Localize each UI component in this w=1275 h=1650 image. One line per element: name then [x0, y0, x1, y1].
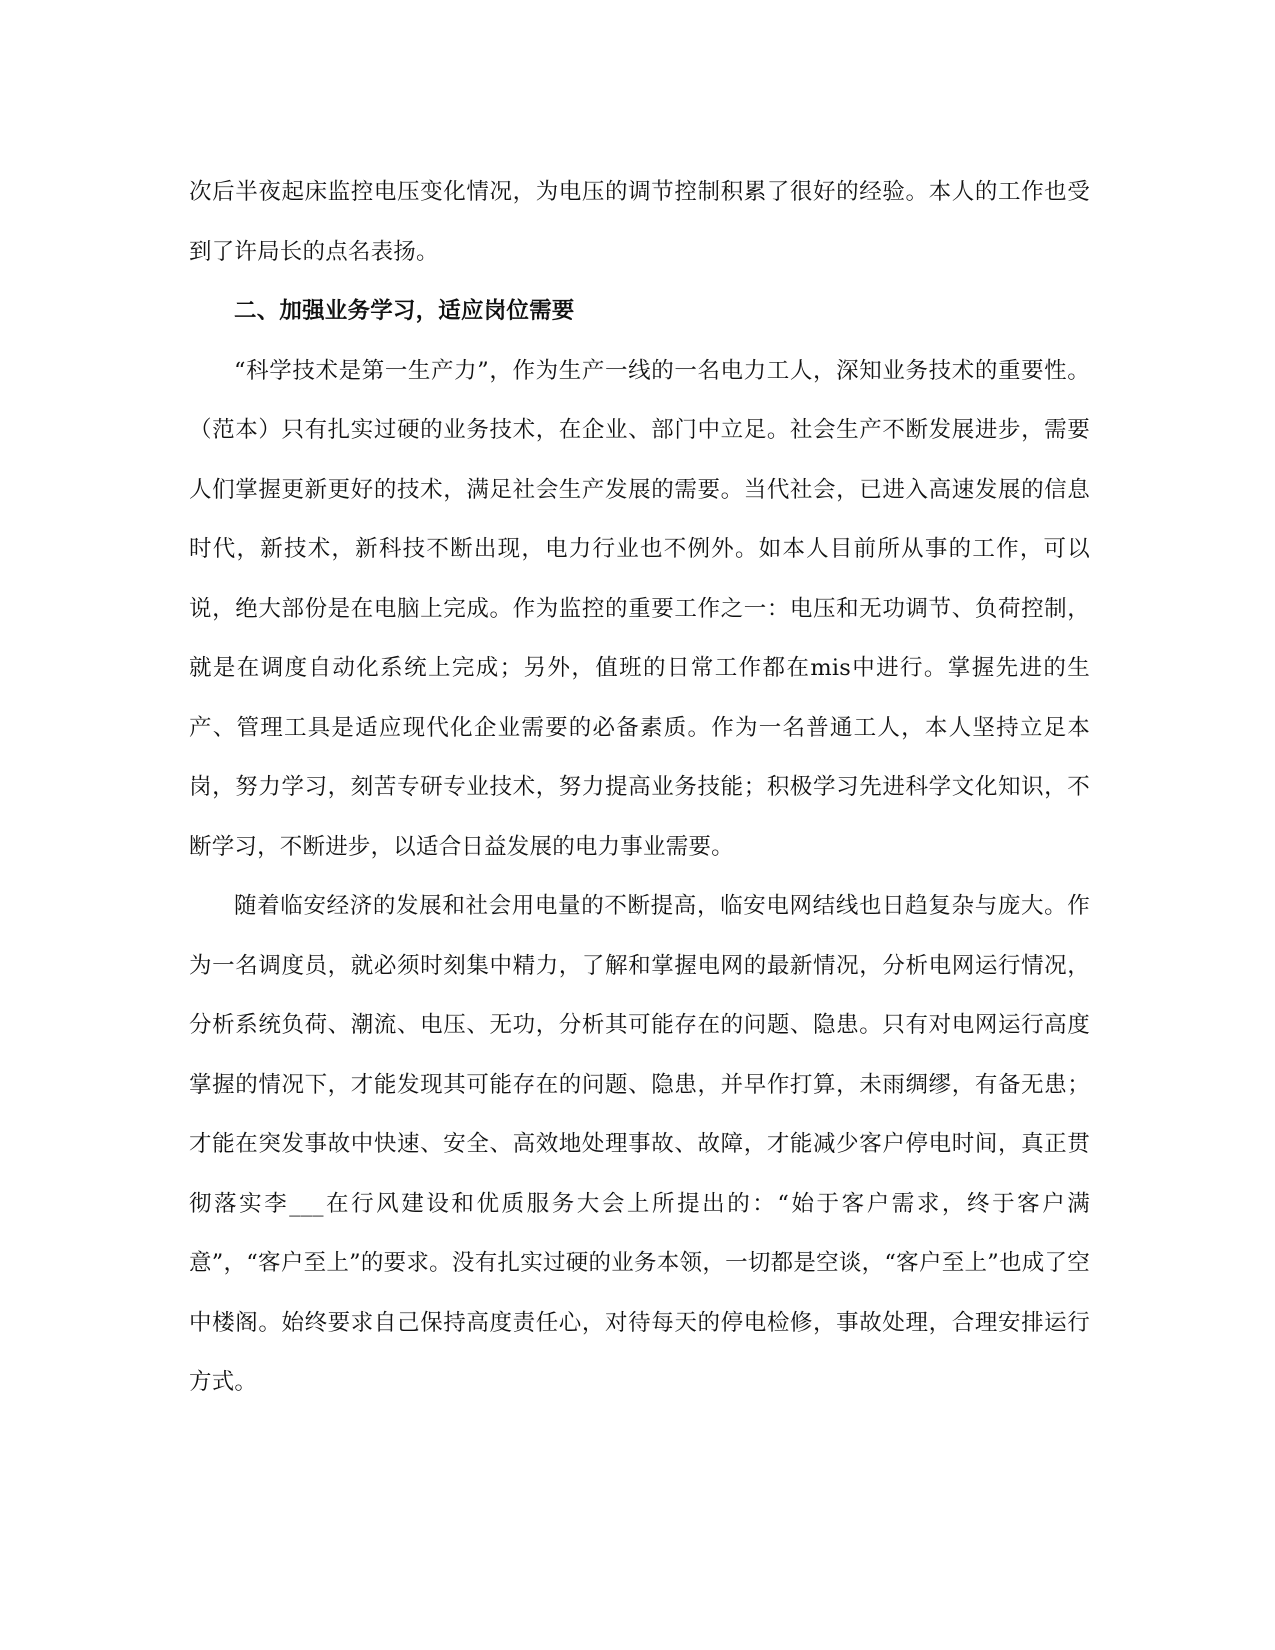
document-body — [189, 163, 1090, 1413]
paragraph-body: “科学技术是第一生产力”，作为生产一线的一名电力工人，深知业务技术的重要性。（范本）只有扎实过硬的业务技术，在企业、部门中立足。社会生产不断发展进步，需要人们掌握更新更好的技术，满足社会生产发展的需要。当代社会，已进入高速发展的信息时代，新技术，新科技不断出现，电力行业也不例外。如本人目前所从事的工作，可以说，绝大部份是在电脑上完成。作为监控的重要工作之一：电压和无功调节、负荷控制，就是在调度自动化系统上完成；另外，值班的日常工作都在mis中进行。掌握先进的生产、管理工具是适应现代化企业需要的必备素质。作为一名普通工人，本人坚持立足本岗，努力学习，刻苦专研专业技术，努力提高业务技能；积极学习先进科学文化知识，不断学习，不断进步，以适合日益发展的电力事业需要。 — [189, 357, 1090, 860]
paragraph-continuation: 次后半夜起床监控电压变化情况，为电压的调节控制积累了很好的经验。本人的工作也受到了许局长的点名表扬。 — [189, 179, 1090, 265]
paragraph-body: 随着临安经济的发展和社会用电量的不断提高，临安电网结线也日趋复杂与庞大。作为一名调度员，就必须时刻集中精力，了解和掌握电网的最新情况，分析电网运行情况，分析系统负荷、潮流、电压、无功，分析其可能存在的问题、隐患。只有对电网运行高度掌握的情况下，才能发现其可能存在的问题、隐患，并早作打算，未雨绸缪，有备无患；才能在突发事故中快速、安全、高效地处理事故、故障，才能减少客户停电时间，真正贯彻落实李___在行风建设和优质服务大会上所提出的：“始于客户需求，终于客户满意”，“客户至上”的要求。没有扎实过硬的业务本领，一切都是空谈，“客户至上”也成了空中楼阁。始终要求自己保持高度责任心，对待每天的停电检修，事故处理，合理安排运行方式。 — [189, 893, 1090, 1395]
section-heading: 二、加强业务学习，适应岗位需要 — [234, 298, 575, 324]
